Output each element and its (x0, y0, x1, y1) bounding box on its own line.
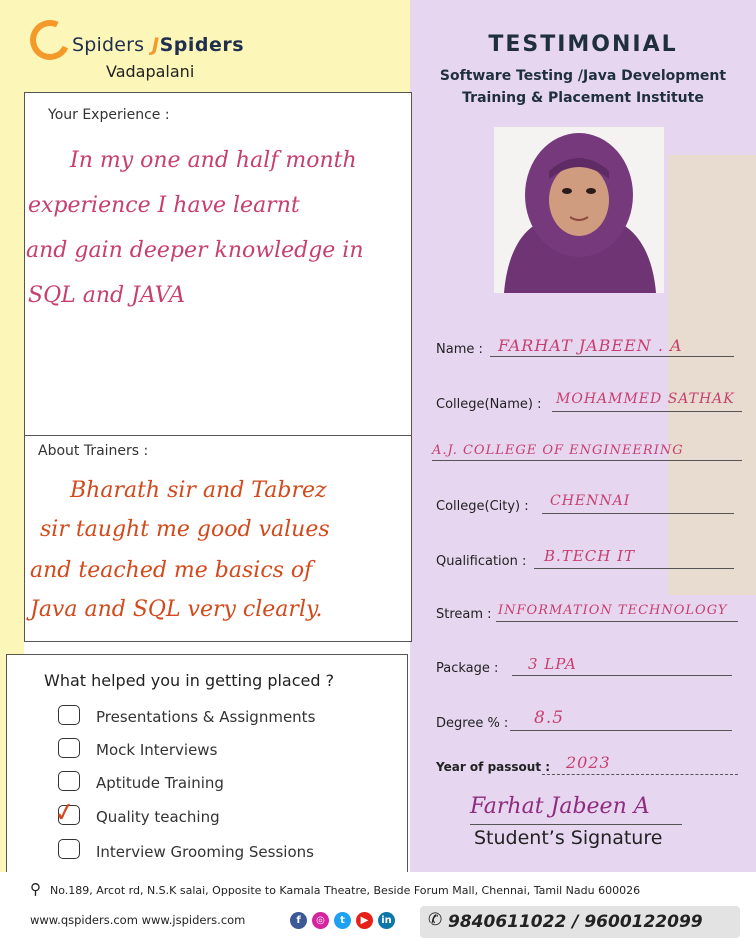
name-value: FARHAT JABEEN . A (498, 336, 683, 355)
experience-label: Your Experience : (48, 107, 170, 123)
checkbox-label-grooming: Interview Grooming Sessions (96, 843, 314, 861)
degree-line (510, 730, 732, 731)
qualification-value: B.TECH IT (544, 547, 636, 565)
experience-line-4: SQL and JAVA (28, 283, 185, 308)
passout-value: 2023 (566, 753, 611, 772)
trainers-label: About Trainers : (38, 443, 149, 459)
map-pin-icon: ⚲ (30, 881, 41, 898)
testimonial-title: TESTIMONIAL (488, 32, 678, 57)
instagram-icon[interactable]: ◎ (312, 912, 329, 929)
checkbox-grooming[interactable] (58, 839, 80, 859)
signature-label: Student’s Signature (474, 827, 663, 849)
experience-line-1: In my one and half month (70, 148, 357, 173)
checkbox-mock-interviews[interactable] (58, 738, 80, 758)
phone-icon: ✆ (428, 910, 443, 929)
checkbox-label-presentations: Presentations & Assignments (96, 708, 316, 726)
college-name-label: College(Name) : (436, 397, 542, 412)
passout-line (542, 774, 738, 775)
twitter-icon[interactable]: t (334, 912, 351, 929)
student-photo (494, 127, 664, 293)
college-city-line (542, 513, 734, 514)
stream-line (496, 621, 738, 622)
jspiders-logo-text (152, 34, 244, 56)
footer-websites: www.qspiders.com www.jspiders.com (30, 913, 246, 927)
experience-box (24, 92, 412, 437)
college-name-line (552, 411, 742, 412)
trainers-line-1: Bharath sir and Tabrez (70, 478, 327, 503)
trainers-line-3: and teached me basics of (30, 558, 313, 583)
experience-line-2: experience I have learnt (28, 193, 300, 218)
branch-name: Vadapalani (106, 62, 195, 81)
footer-phones[interactable]: 9840611022 / 9600122099 (448, 912, 703, 932)
help-question: What helped you in getting placed ? (44, 671, 335, 690)
degree-value: 8.5 (534, 708, 565, 728)
linkedin-icon[interactable]: in (378, 912, 395, 929)
checkbox-label-quality-teaching: Quality teaching (96, 808, 220, 826)
signature-line (470, 824, 682, 825)
degree-label: Degree % : (436, 716, 509, 731)
trainers-line-4: Java and SQL very clearly. (30, 597, 323, 622)
student-photo-illustration (494, 127, 664, 293)
stream-value: INFORMATION TECHNOLOGY (498, 603, 728, 618)
passout-label: Year of passout : (436, 760, 551, 774)
youtube-icon[interactable]: ▶ (356, 912, 373, 929)
check-mark-icon: ✓ (51, 796, 79, 830)
qualification-label: Qualification : (436, 554, 527, 569)
jspiders-j-letter: J (152, 34, 160, 56)
checkbox-aptitude[interactable] (58, 771, 80, 791)
name-line (490, 356, 734, 357)
checkbox-label-mock-interviews: Mock Interviews (96, 741, 218, 759)
package-label: Package : (436, 661, 499, 676)
trainers-line-2: sir taught me good values (40, 517, 330, 542)
paper-fold (668, 155, 756, 595)
college-name-line-2 (432, 460, 742, 461)
jspiders-wordmark: Spiders (159, 34, 245, 56)
college-city-value: CHENNAI (550, 493, 631, 509)
experience-line-3: and gain deeper knowledge in (26, 238, 364, 263)
college-city-label: College(City) : (436, 499, 529, 514)
checkbox-label-aptitude: Aptitude Training (96, 774, 224, 792)
student-signature: Farhat Jabeen A (470, 794, 650, 819)
testimonial-subtitle-2: Training & Placement Institute (462, 90, 704, 106)
stream-label: Stream : (436, 607, 492, 622)
footer-address: No.189, Arcot rd, N.S.K salai, Opposite to Kamala Theatre, Beside Forum Mall, Chennai, Tamil Nadu 600026 (50, 884, 641, 897)
package-value: 3 LPA (528, 655, 577, 673)
name-label: Name : (436, 342, 483, 357)
qspiders-logo-text (72, 34, 144, 56)
college-name-value-2: A.J. COLLEGE OF ENGINEERING (432, 443, 684, 458)
qspiders-wordmark: Spiders (72, 34, 145, 56)
testimonial-subtitle-1: Software Testing /Java Development (439, 68, 727, 84)
qualification-line (534, 568, 734, 569)
college-name-value-1: MOHAMMED SATHAK (556, 391, 735, 407)
package-line (512, 675, 732, 676)
checkbox-presentations[interactable] (58, 705, 80, 725)
facebook-icon[interactable]: f (290, 912, 307, 929)
